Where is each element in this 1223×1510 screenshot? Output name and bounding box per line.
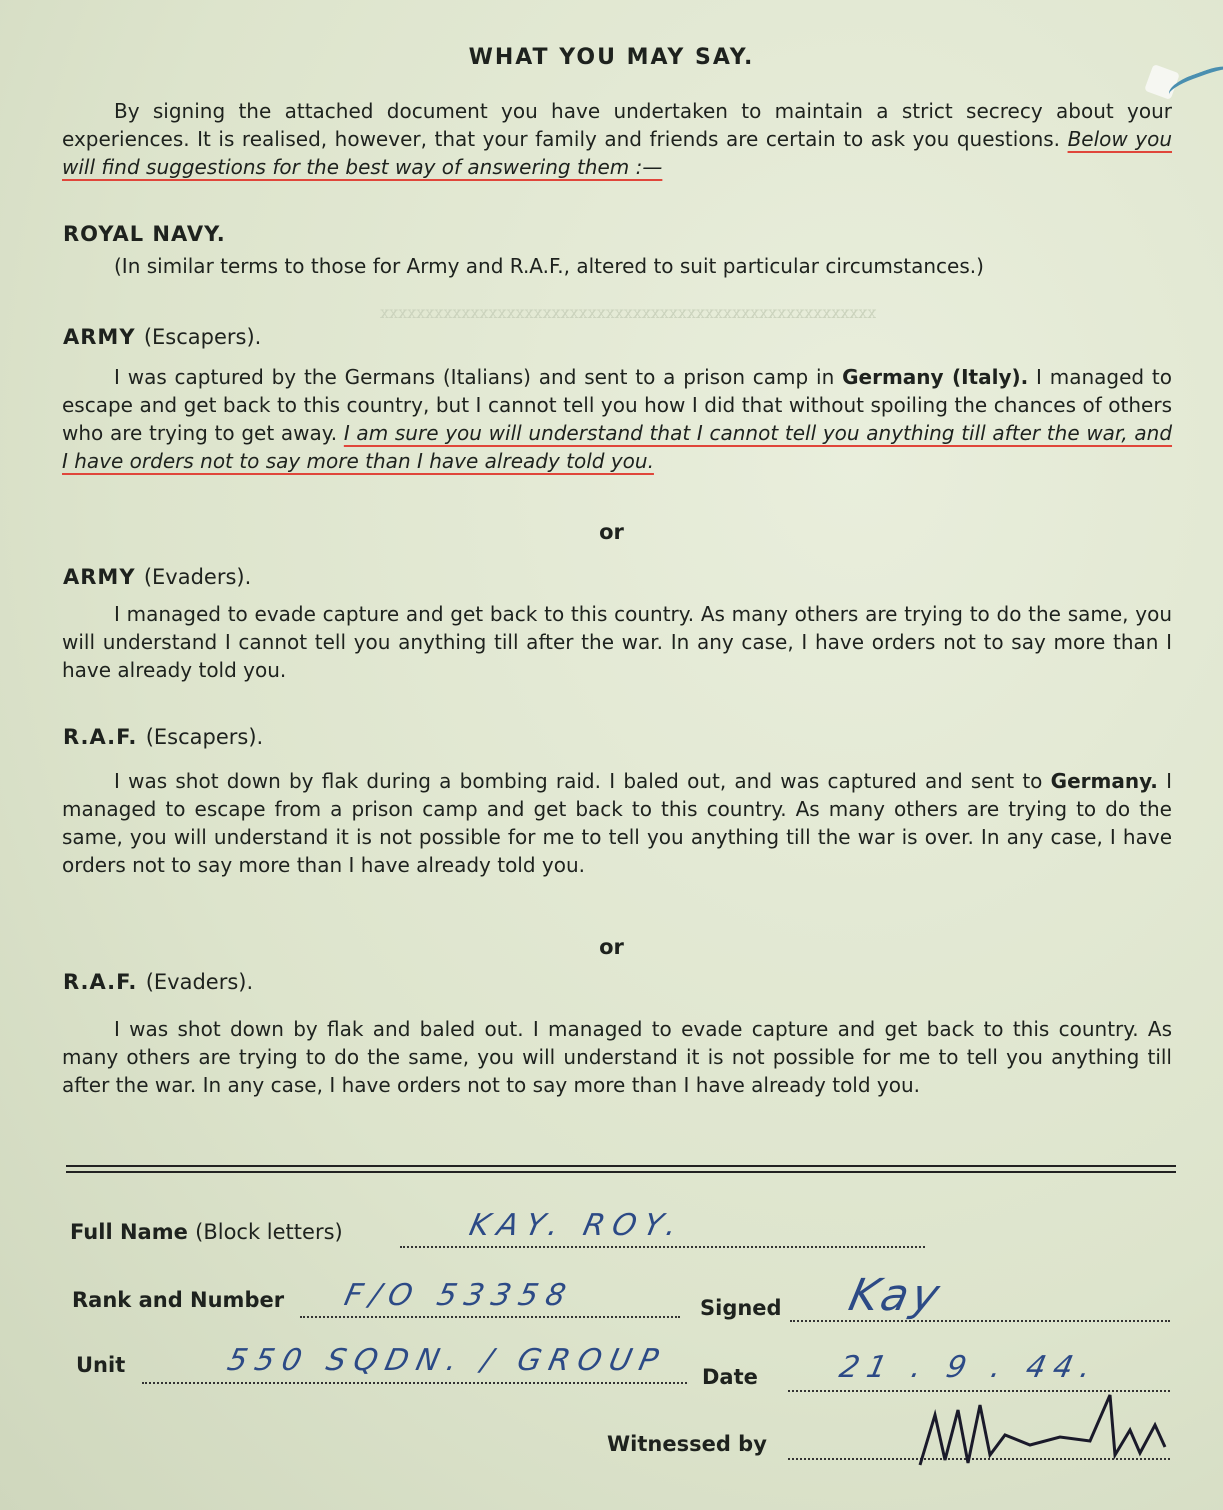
- intro-paragraph: [62, 97, 1172, 181]
- signed-label: Signed: [700, 1296, 782, 1320]
- or-separator-1: or: [599, 520, 624, 544]
- page-title: WHAT YOU MAY SAY.: [468, 45, 755, 70]
- rank-number-value: F/O 53358: [341, 1278, 577, 1313]
- unit-value: 550 SQDN. / GROUP: [224, 1343, 670, 1378]
- witnessed-by-label: Witnessed by: [607, 1432, 767, 1456]
- full-name-line: [400, 1246, 925, 1248]
- rank-number-label: Rank and Number: [72, 1288, 285, 1312]
- raf-evaders-paragraph: I was shot down by flak and baled out. I managed to evade capture and get back to this country. As many others are trying to do the same, you will understand it is not possible for me to tell you anything till after the war. In any case, I have orders not to say more than I have already told you.: [62, 1017, 1172, 1097]
- unit-line: [142, 1382, 687, 1384]
- raf-escapers-paragraph: I was shot down by flak during a bombing raid. I baled out, and was captured and sent to Germany. I managed to escape from a prison camp and get back to this country. As many others are trying to do the same, you will understand it is not possible for me to tell you anything till the war is over. In any case, I have orders not to say more than I have already told you.: [62, 769, 1173, 877]
- unit-label: Unit: [76, 1353, 126, 1377]
- heading-royal-navy: ROYAL NAVY.: [63, 222, 226, 246]
- signature: Kay: [844, 1270, 948, 1321]
- royal-navy-note: (In similar terms to those for Army and R.A.F., altered to suit particular circumstances.): [114, 254, 984, 278]
- heading-raf-evaders: R.A.F. (Evaders).: [63, 970, 254, 994]
- rank-number-line: [300, 1316, 680, 1318]
- full-name-value: KAY. ROY.: [466, 1208, 688, 1243]
- or-separator-2: or: [599, 935, 624, 959]
- army-escapers-paragraph: I was captured by the Germans (Italians) and sent to a prison camp in Germany (Italy). I managed to escape and get back to this country, but I cannot tell you how I did that without spoiling the chances of others who are trying to get away. I am sure you will understand that I cannot tell you anything till after the war, and I have orders not to say more than I have already told you.: [62, 365, 1173, 473]
- divider-bottom: [66, 1171, 1176, 1173]
- date-label: Date: [702, 1365, 758, 1389]
- army-evaders-paragraph: I managed to evade capture and get back to this country. As many others are trying to do the same, you will understand I cannot tell you anything till after the war. In any case, I have orders not to say more than I have already told you.: [62, 602, 1172, 682]
- heading-army-evaders: ARMY (Evaders).: [63, 565, 252, 589]
- heading-raf-escapers: R.A.F. (Escapers).: [63, 725, 264, 749]
- army-escapers-underlined: I am sure you will understand that I cannot tell you anything till after the war, and I have orders not to say more than I have already told you.: [62, 421, 1173, 473]
- heading-army-escapers: ARMY (Escapers).: [63, 325, 262, 349]
- full-name-label: Full Name (Block letters): [70, 1220, 343, 1244]
- reverse-side-bleed: xxxxxxxxxxxxxxxxxxxxxxxxxxxxxxxxxxxxxxxxxxxxxxxxxxxxxxx: [380, 303, 877, 322]
- divider-top: [66, 1165, 1176, 1167]
- date-value: 21 . 9 . 44.: [836, 1350, 1102, 1385]
- intro-underlined: Below you will find suggestions for the best way of answering them :—: [62, 127, 1173, 179]
- intro-text: By signing the attached document you have undertaken to maintain a strict secrecy about your experiences. It is realised, however, that your family and friends are certain to ask you questions.: [62, 99, 1172, 151]
- witness-signature: [910, 1375, 1180, 1485]
